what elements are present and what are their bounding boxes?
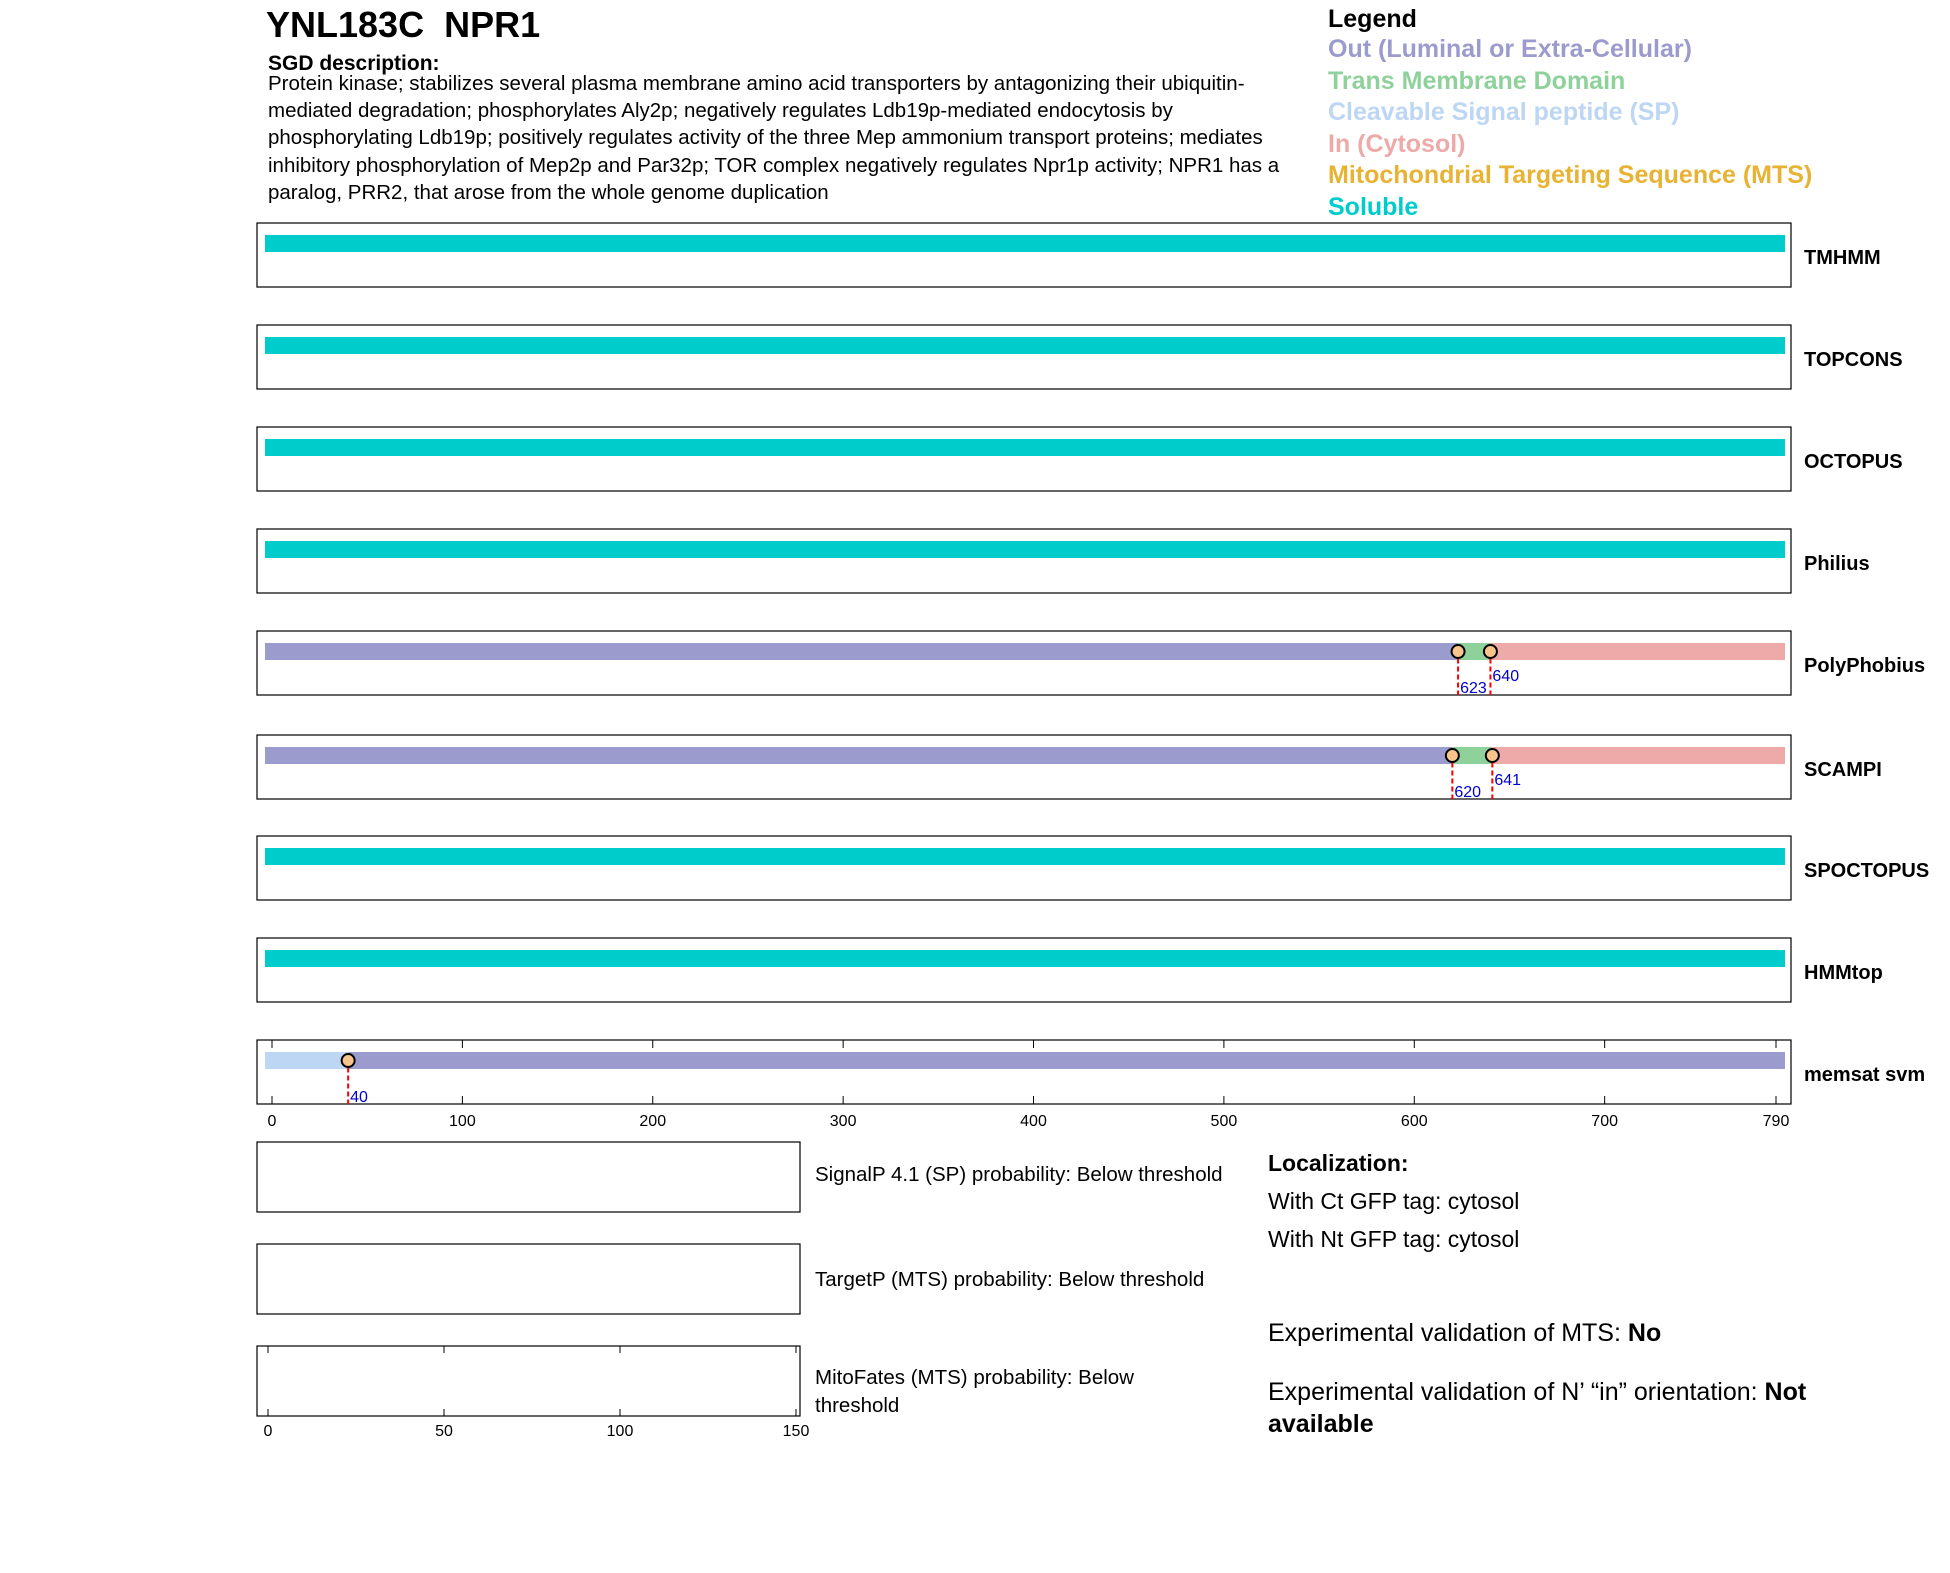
track-philius xyxy=(257,529,1870,593)
track-polyphobius xyxy=(257,631,1925,697)
marker-circle xyxy=(1486,749,1499,762)
mitofates-text: MitoFates (MTS) probability: Below threshold xyxy=(815,1366,1134,1417)
segment-in xyxy=(1492,747,1785,764)
localization-title: Localization: xyxy=(1268,1150,1409,1176)
x-tick-label: 200 xyxy=(639,1113,667,1130)
prob-x-tick-label: 50 xyxy=(435,1423,453,1440)
track-frame xyxy=(257,631,1791,695)
x-tick-label: 400 xyxy=(1020,1113,1047,1130)
track-label: memsat svm xyxy=(1804,1064,1926,1086)
track-label: OCTOPUS xyxy=(1804,451,1903,473)
prob-panel-frame xyxy=(257,1142,800,1212)
signalp-text: SignalP 4.1 (SP) probability: Below threshold xyxy=(815,1163,1223,1186)
prob-panel-signalp xyxy=(257,1142,800,1212)
track-label: TMHMM xyxy=(1804,247,1881,269)
track-frame xyxy=(257,325,1791,389)
track-spoctopus xyxy=(257,836,1929,900)
orientation-validation-label: Experimental validation of N’ “in” orientation: xyxy=(1268,1378,1765,1406)
segment-soluble xyxy=(265,541,1785,558)
segment-out xyxy=(265,643,1458,660)
x-tick-label: 100 xyxy=(449,1113,476,1130)
track-frame xyxy=(257,836,1791,900)
segment-in xyxy=(1490,643,1785,660)
mts-validation-value: No xyxy=(1627,1319,1662,1347)
segment-sp xyxy=(265,1052,348,1069)
track-hmmtop xyxy=(257,938,1883,1002)
marker-circle xyxy=(1446,749,1459,762)
mts-validation-label: Experimental validation of MTS: xyxy=(1268,1319,1628,1347)
x-tick-label: 0 xyxy=(267,1113,277,1130)
page-title: YNL183C NPR1 xyxy=(266,4,541,45)
track-label: SPOCTOPUS xyxy=(1804,860,1930,882)
orientation-validation-value: Not available xyxy=(1268,1378,1807,1438)
track-tmhmm xyxy=(257,223,1881,287)
segment-soluble xyxy=(265,439,1785,456)
track-memsat-svm xyxy=(257,1040,1925,1106)
segment-soluble xyxy=(265,848,1785,865)
track-label: SCAMPI xyxy=(1804,759,1882,781)
marker-label: 641 xyxy=(1494,772,1522,789)
legend-item-tm: Trans Membrane Domain xyxy=(1328,66,1626,95)
prob-panel-frame xyxy=(257,1346,800,1416)
localization-ct: With Ct GFP tag: cytosol xyxy=(1268,1188,1520,1214)
track-frame xyxy=(257,1040,1791,1104)
x-tick-label: 790 xyxy=(1762,1113,1790,1130)
legend-item-out: Out (Luminal or Extra-Cellular) xyxy=(1328,35,1692,63)
track-octopus xyxy=(257,427,1903,491)
prob-x-tick-label: 0 xyxy=(263,1423,273,1440)
x-tick-label: 700 xyxy=(1591,1113,1619,1130)
prob-panel-frame xyxy=(257,1244,800,1314)
prob-panel-mitofates xyxy=(257,1346,800,1416)
marker-label: 623 xyxy=(1460,680,1487,697)
description-label: SGD description: xyxy=(268,52,440,75)
marker-label: 640 xyxy=(1492,668,1520,685)
prob-x-tick-label: 100 xyxy=(606,1423,634,1440)
x-tick-label: 300 xyxy=(829,1113,857,1130)
mts-validation xyxy=(1268,1317,1868,1349)
track-label: PolyPhobius xyxy=(1804,655,1926,677)
orientation-validation xyxy=(1268,1376,1868,1440)
track-label: TOPCONS xyxy=(1804,349,1903,371)
track-topcons xyxy=(257,325,1903,389)
track-label: Philius xyxy=(1804,553,1870,575)
track-frame xyxy=(257,735,1791,799)
x-tick-label: 500 xyxy=(1210,1113,1238,1130)
prob-panel-targetp xyxy=(257,1244,800,1314)
marker-circle xyxy=(1452,645,1465,658)
segment-soluble xyxy=(265,950,1785,967)
localization-nt: With Nt GFP tag: cytosol xyxy=(1268,1226,1520,1252)
prob-x-tick-label: 150 xyxy=(782,1423,810,1440)
marker-label: 620 xyxy=(1454,784,1482,801)
segment-soluble xyxy=(265,235,1785,252)
legend-title: Legend xyxy=(1328,5,1417,33)
legend-item-sp: Cleavable Signal peptide (SP) xyxy=(1328,98,1680,126)
marker-label: 40 xyxy=(350,1089,368,1106)
legend-item-in: In (Cytosol) xyxy=(1328,129,1466,158)
segment-soluble xyxy=(265,337,1785,354)
marker-circle xyxy=(342,1054,355,1067)
targetp-text: TargetP (MTS) probability: Below threshold xyxy=(815,1268,1205,1291)
description-text: Protein kinase; stabilizes several plasma membrane amino acid transporters by antagonizing their ubiquitin-mediated degradation; phosphorylates Aly2p; negatively regulates Ldb19p-mediated endocytosis by phosphorylating Ldb19p; positively regulates activity of the three Mep ammonium transport proteins; mediates inhibitory phosphorylation of Mep2p and Par32p; TOR complex negatively regulates Npr1p activity; NPR1 has a paralog, PRR2, that arose from the whole genome duplication xyxy=(268,72,1280,204)
segment-out xyxy=(265,747,1452,764)
marker-circle xyxy=(1484,645,1497,658)
legend-item-soluble: Soluble xyxy=(1328,192,1419,221)
track-frame xyxy=(257,223,1791,287)
x-tick-label: 600 xyxy=(1400,1113,1428,1130)
legend-item-mts: Mitochondrial Targeting Sequence (MTS) xyxy=(1328,161,1813,189)
segment-out xyxy=(348,1052,1785,1069)
track-frame xyxy=(257,529,1791,593)
track-frame xyxy=(257,938,1791,1002)
track-frame xyxy=(257,427,1791,491)
track-scampi xyxy=(257,735,1882,801)
track-label: HMMtop xyxy=(1804,962,1883,984)
